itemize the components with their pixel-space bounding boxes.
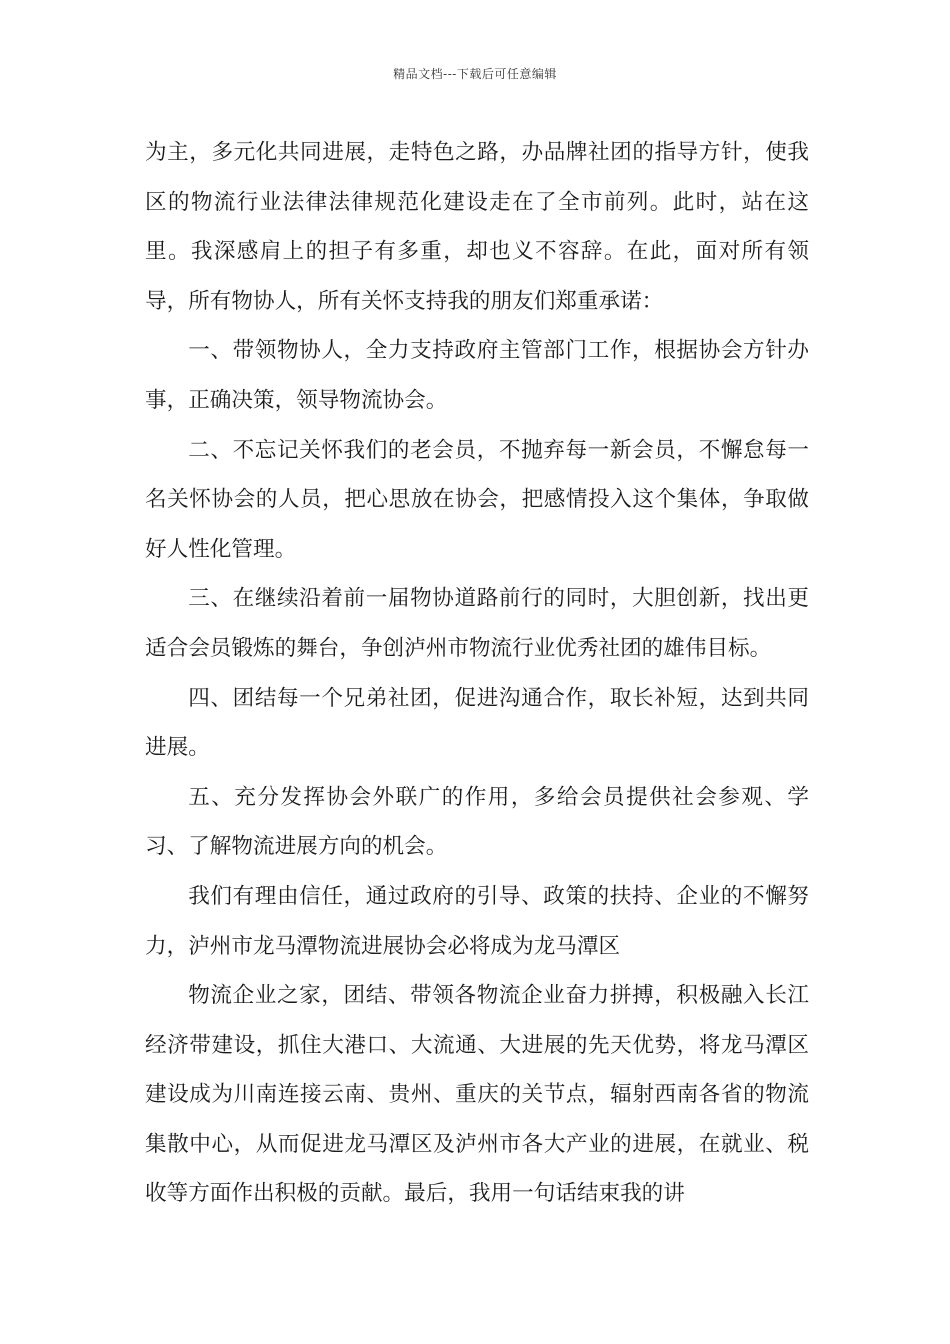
paragraph-3: 二、不忘记关怀我们的老会员，不抛弃每一新会员，不懈怠每一名关怀协会的人员，把心思放在协会，把感情投入这个集体，争取做好人性化管理。 (145, 437, 809, 562)
document-body (145, 128, 809, 1219)
paragraph-7: 我们有理由信任，通过政府的引导、政策的扶持、企业的不懈努力，泸州市龙马潭物流进展协会必将成为龙马潭区 (145, 883, 809, 959)
paragraph-2: 一、带领物协人，全力支持政府主管部门工作，根据协会方针办事，正确决策，领导物流协会。 (145, 338, 809, 413)
page-header: 精品文档---下载后可任意编辑 (393, 67, 557, 81)
paragraph-5: 四、团结每一个兄弟社团，促进沟通合作，取长补短，达到共同进展。 (145, 685, 809, 761)
paragraph-4: 三、在继续沿着前一届物协道路前行的同时，大胆创新，找出更适合会员锻炼的舞台，争创泸州市物流行业优秀社团的雄伟目标。 (145, 586, 809, 661)
paragraph-6: 五、充分发挥协会外联广的作用，多给会员提供社会参观、学习、了解物流进展方向的机会。 (145, 784, 809, 860)
paragraph-1: 为主，多元化共同进展，走特色之路，办品牌社团的指导方针，使我区的物流行业法律法律规范化建设走在了全市前列。此时，站在这里。我深感肩上的担子有多重，却也义不容辞。在此，面对所有领导，所有物协人，所有关怀支持我的朋友们郑重承诺： (145, 140, 809, 314)
paragraph-8: 物流企业之家，团结、带领各物流企业奋力拼搏，积极融入长江经济带建设，抓住大港口、大流通、大进展的先天优势，将龙马潭区建设成为川南连接云南、贵州、重庆的关节点，辐射西南各省的物流集散中心，从而促进龙马潭区及泸州市各大产业的进展，在就业、税收等方面作出积极的贡献。最后，我用一句话结束我的讲 (145, 983, 809, 1207)
